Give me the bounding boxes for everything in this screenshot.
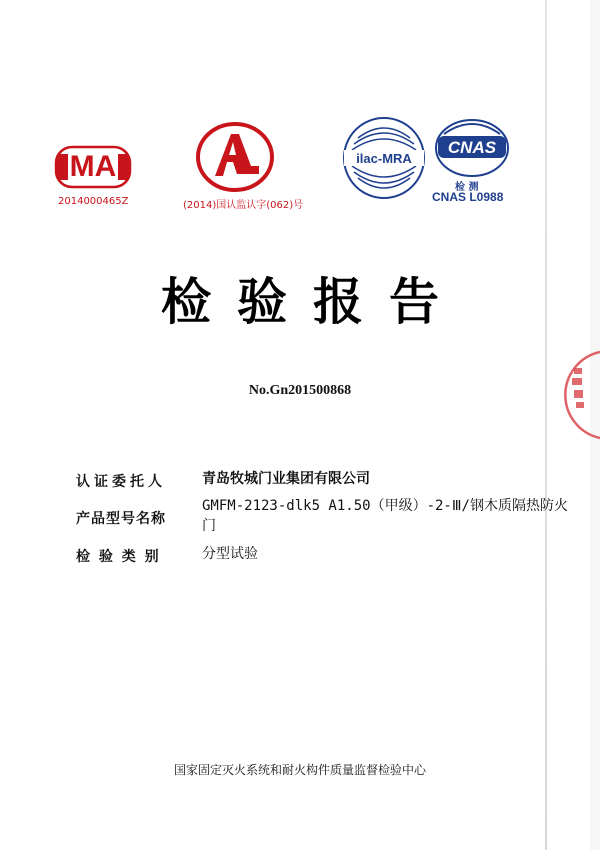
cal-logo: [195, 122, 275, 192]
report-number: No.Gn201500868: [248, 383, 352, 398]
cnas-logo: [432, 116, 512, 180]
ilac-mra-logo: [340, 114, 428, 202]
product-model-label: 产品型号名称: [76, 511, 166, 527]
cnas-sub-text: 检 测: [455, 182, 479, 193]
client-value: 青岛牧城门业集团有限公司: [202, 471, 370, 487]
cal-code: (2014)国认监认字(062)号: [183, 200, 304, 211]
cma-logo-text: MA: [69, 150, 117, 183]
cma-code: 2014000465Z: [58, 196, 129, 207]
cnas-code: CNAS L0988: [432, 190, 504, 204]
inspection-type-label: 检 验 类 别: [76, 549, 161, 565]
issuing-organization: 国家固定灭火系统和耐火构件质量监督检验中心: [173, 763, 426, 777]
page-title: 检验报告: [161, 272, 465, 331]
product-model-value: GMFM-2123-dlk5 A1.50（甲级）-2-Ⅲ/钢木质隔热防火门: [202, 498, 568, 534]
page-edge: [545, 0, 547, 850]
client-label: 认证委托人: [76, 474, 166, 490]
cma-logo: [52, 142, 134, 192]
cnas-logo-text: CNAS: [447, 138, 497, 157]
ilac-logo-text: ilac-MRA: [356, 151, 412, 166]
inspection-type-value: 分型试验: [202, 546, 258, 562]
